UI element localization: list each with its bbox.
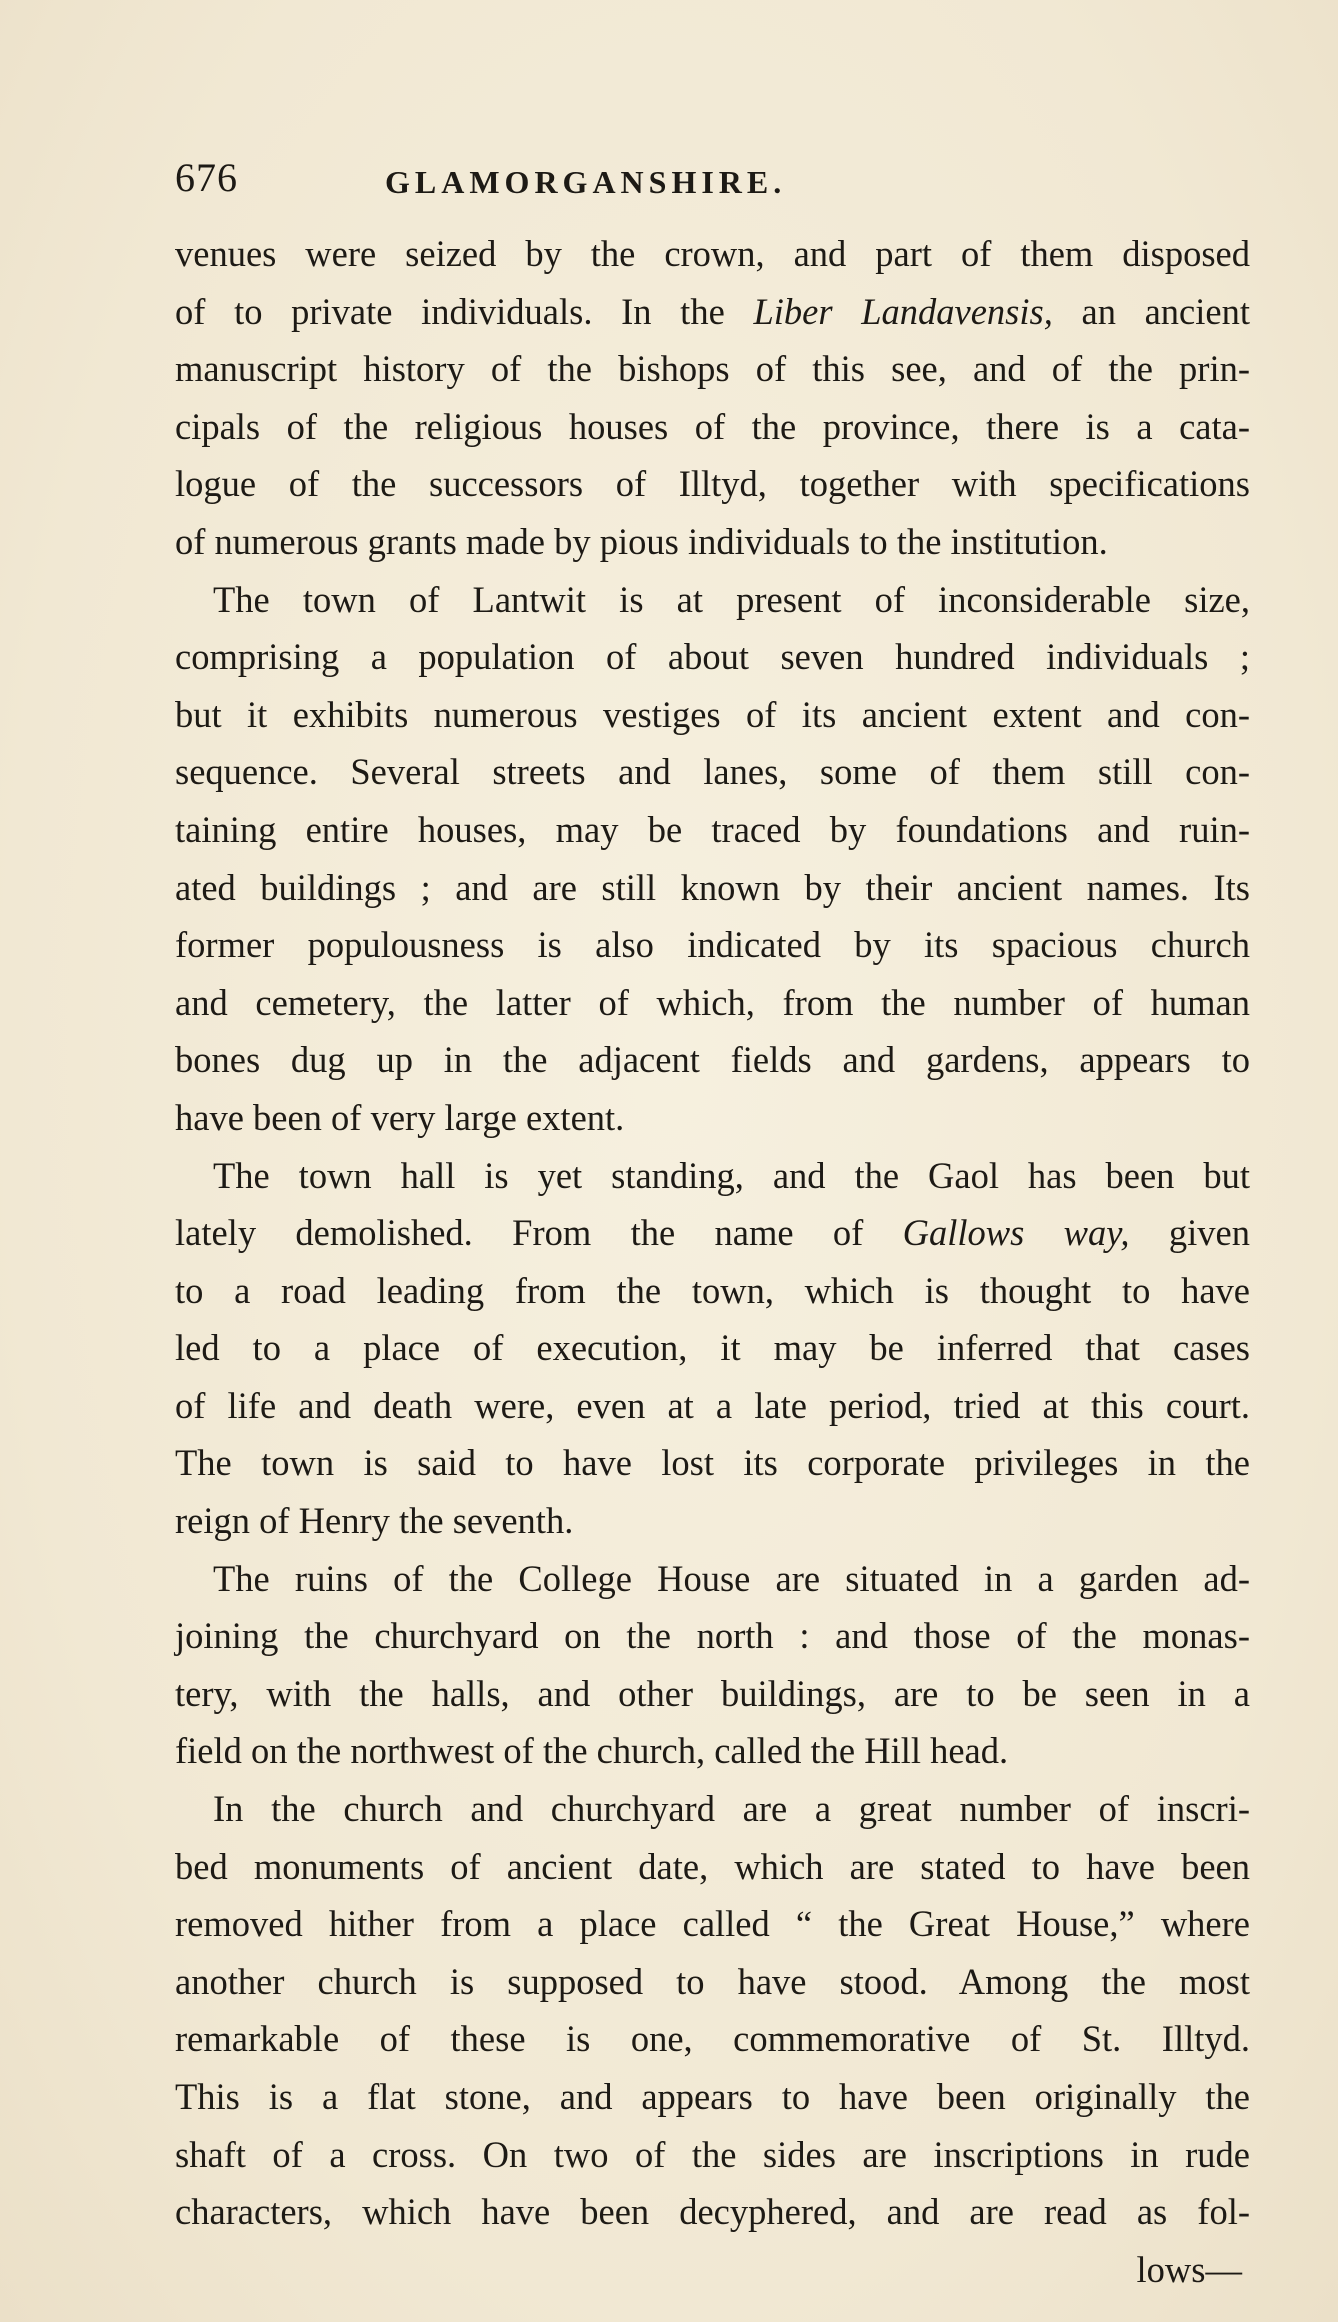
- text-line: of life and death were, even at a late period, tried at this court.: [175, 1384, 1250, 1426]
- body-text: [175, 225, 1250, 2298]
- text-line: logue of the successors of Illtyd, together with specifications: [175, 463, 1250, 505]
- catchword: lows—: [1136, 2248, 1242, 2290]
- text-line: comprising a population of about seven hundred individuals ;: [175, 636, 1250, 678]
- italic-title: Liber Landavensis,: [753, 290, 1053, 332]
- running-title: GLAMORGANSHIRE.: [385, 164, 787, 200]
- text-line: tery, with the halls, and other buildings, are to be seen in a: [175, 1672, 1250, 1714]
- text-line: venues were seized by the crown, and part of them disposed: [175, 233, 1250, 274]
- text-line: shaft of a cross. On two of the sides are inscriptions in rude: [175, 2133, 1250, 2175]
- italic-place-name: Gallows way,: [902, 1212, 1130, 1254]
- text-line: another church is supposed to have stood. Among the most: [175, 1960, 1250, 2002]
- text-line: cipals of the religious houses of the province, there is a cata-: [175, 405, 1250, 447]
- text-line: The ruins of the College House are situated in a garden ad-: [213, 1557, 1250, 1599]
- text-line: characters, which have been decyphered, and are read as fol-: [175, 2191, 1250, 2233]
- text-line: This is a flat stone, and appears to have been originally the: [175, 2076, 1250, 2117]
- text-line: remarkable of these is one, commemorative of St. Illtyd.: [175, 2018, 1250, 2060]
- text-line: sequence. Several streets and lanes, some of them still con-: [175, 751, 1250, 793]
- text-line: have been of very large extent.: [175, 1096, 625, 1138]
- text-line: field on the northwest of the church, called the Hill head.: [175, 1730, 1009, 1772]
- text-line: led to a place of execution, it may be inferred that cases: [175, 1327, 1250, 1369]
- text-line: The town of Lantwit is at present of inconsiderable size,: [213, 578, 1250, 620]
- text-line: The town is said to have lost its corporate privileges in the: [175, 1442, 1250, 1484]
- text-line: In the church and churchyard are a great number of inscri-: [213, 1788, 1250, 1830]
- text-line: The town hall is yet standing, and the Gaol has been but: [213, 1154, 1250, 1196]
- text-line: ated buildings ; and are still known by their ancient names. Its: [175, 866, 1250, 908]
- text-line: reign of Henry the seventh.: [175, 1500, 574, 1542]
- text-line: joining the churchyard on the north : and those of the monas-: [175, 1615, 1250, 1657]
- text-line: lately demolished. From the name of Gallows way, given: [175, 1212, 1250, 1254]
- text-line: but it exhibits numerous vestiges of its ancient extent and con-: [175, 693, 1250, 735]
- page-number: 676: [175, 155, 238, 200]
- text-line: manuscript history of the bishops of this see, and of the prin-: [175, 348, 1250, 390]
- text-line: removed hither from a place called “ the Great House,” where: [175, 1903, 1250, 1945]
- text-line: of to private individuals. In the Liber Landavensis, an ancient: [175, 290, 1250, 332]
- text-line: taining entire houses, may be traced by foundations and ruin-: [175, 808, 1250, 850]
- text-line: and cemetery, the latter of which, from the number of human: [175, 981, 1250, 1023]
- text-line: bones dug up in the adjacent fields and gardens, appears to: [175, 1039, 1250, 1081]
- text-line: bed monuments of ancient date, which are stated to have been: [175, 1845, 1250, 1887]
- page-header: [175, 152, 1175, 212]
- text-line: to a road leading from the town, which is thought to have: [175, 1269, 1250, 1311]
- text-line: former populousness is also indicated by its spacious church: [175, 924, 1250, 966]
- text-line: of numerous grants made by pious individuals to the institution.: [175, 520, 1108, 562]
